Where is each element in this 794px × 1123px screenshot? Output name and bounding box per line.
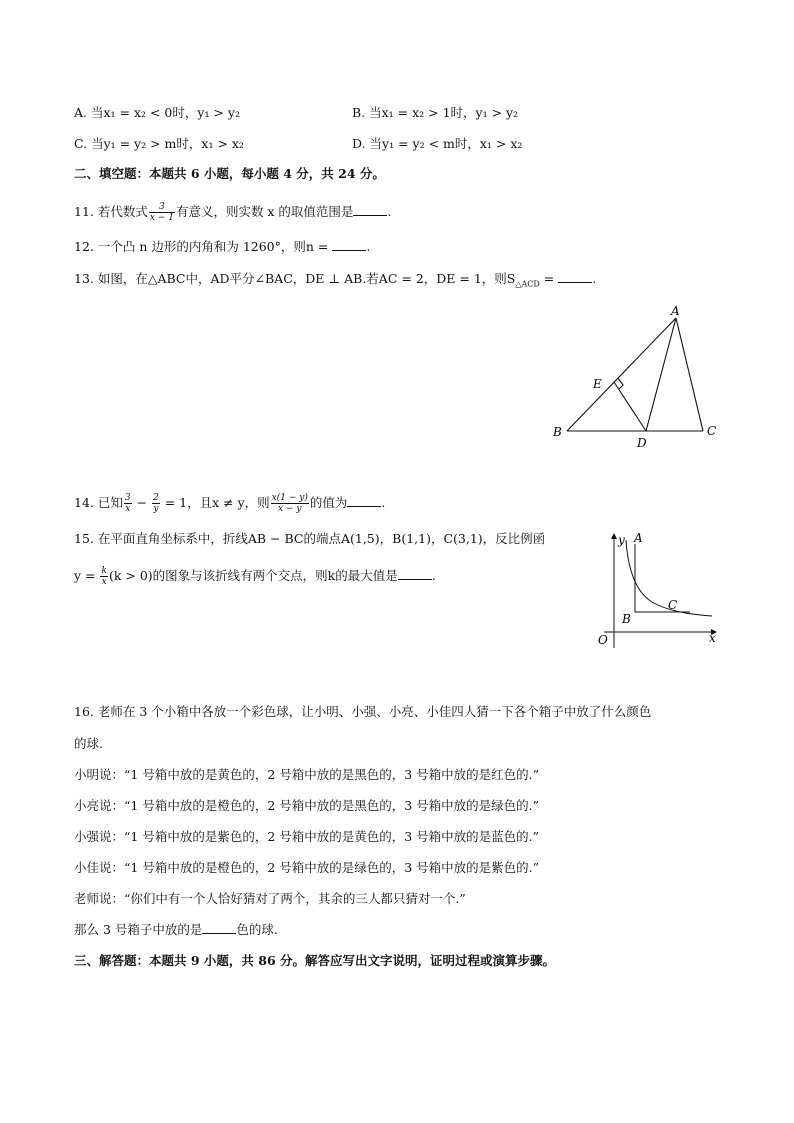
statement-xiaojia: 小佳说：“1 号箱中放的是橙色的，2 号箱中放的是绿色的，3 号箱中放的是紫色的.” [74, 860, 540, 875]
figure-15-graph [592, 530, 727, 652]
axis-label-y: y [618, 533, 625, 547]
question-14: 14. 已知 $\frac{3}{x}$ − $\frac{2}{y}$ = 1，且x ≠ y，则 $\frac{x(1 - y)}{x - y}$ 的值为 . [74, 493, 386, 514]
q16-ask-suffix: 色的球. [236, 922, 278, 937]
q11-fraction-den: x − 1 [149, 213, 174, 223]
q11-suffix: 有意义，则实数 x 的取值范围是 [175, 204, 354, 219]
q14-f2-den: y [153, 504, 159, 514]
q14-fraction-3 [271, 493, 309, 514]
label-origin: O [598, 633, 608, 647]
axis-label-x: x [709, 631, 716, 645]
option-b: B. 当x₁ = x₂ > 1时，y₁ > y₂ [352, 105, 519, 120]
q15-x: x [101, 577, 107, 587]
q14-f3-num: x(1 − y) [271, 493, 308, 503]
q14-suffix: 的值为 [309, 495, 348, 510]
q15-y-eq: y = [74, 568, 100, 583]
label-b: B [553, 425, 562, 439]
q12-answer-blank[interactable] [332, 239, 366, 251]
question-15-line-2: y = $\frac{k}{x}$ (k > 0)的图象与该折线有两个交点，则k的最大值是 . [74, 566, 436, 587]
q14-f2-num: 2 [153, 493, 159, 503]
question-15-line-1: 15. 在平面直角坐标系中，折线AB − BC的端点A(1,5)，B(1,1)，C(3,1)，反比例函 [74, 531, 546, 546]
q11-prefix: 11. 若代数式 [74, 204, 148, 219]
q15-answer-blank[interactable] [398, 568, 432, 580]
question-16-ask [74, 922, 278, 938]
q16-answer-blank[interactable] [202, 922, 236, 934]
statement-xiaoliang: 小亮说：“1 号箱中放的是橙色的，2 号箱中放的是黑色的，3 号箱中放的是绿色的.” [74, 798, 540, 813]
polyline-abc [635, 544, 690, 612]
label-c: C [668, 598, 678, 612]
q12-text: 12. 一个凸 n 边形的内角和为 1260°，则n = [74, 239, 333, 254]
segment-ad [646, 318, 676, 431]
q14-answer-blank[interactable] [347, 495, 381, 507]
q11-fraction [149, 202, 175, 223]
statement-xiaoming: 小明说：“1 号箱中放的是黄色的，2 号箱中放的是黑色的，3 号箱中放的是红色的.” [74, 767, 540, 782]
q14-fraction-2 [152, 493, 160, 514]
section-3-title: 三、解答题：本题共 9 小题，共 86 分。解答应写出文字说明，证明过程或演算步骤。 [74, 953, 556, 968]
q13-subscript: △ACD [515, 279, 540, 289]
statement-xiaoqiang: 小强说：“1 号箱中放的是紫色的，2 号箱中放的是黄色的，3 号箱中放的是蓝色的.” [74, 829, 540, 844]
option-a: A. 当x₁ = x₂ < 0时，y₁ > y₂ [74, 105, 240, 120]
label-d: D [637, 436, 647, 450]
q13-text: 13. 如图，在△ABC中，AD平分∠BAC，DE ⊥ AB.若AC = 2，DE = 1，则S [74, 271, 516, 286]
question-16-line-2: 的球. [74, 736, 103, 751]
label-a: A [634, 531, 643, 545]
statement-teacher: 老师说：“你们中有一个人恰好猜对了两个，其余的三人都只猜对一个.” [74, 891, 466, 906]
segment-de [614, 382, 646, 431]
q14-prefix: 14. 已知 [74, 495, 123, 510]
q11-fraction-num: 3 [149, 202, 175, 213]
q16-ask-prefix: 那么 3 号箱子中放的是 [74, 922, 203, 937]
q15-fraction [100, 566, 107, 587]
question-13: 13. 如图，在△ABC中，AD平分∠BAC，DE ⊥ AB.若AC = 2，DE = 1，则$S_{\triangle ACD}$ = . [74, 271, 597, 289]
right-angle-mark [618, 378, 623, 389]
q14-f1-den: x [125, 504, 131, 514]
q13-answer-blank[interactable] [558, 271, 592, 283]
q14-f3-den: x − y [278, 504, 302, 514]
segment-ab [567, 318, 676, 431]
option-c: C. 当y₁ = y₂ > m时，x₁ > x₂ [74, 136, 244, 151]
q14-fraction-1 [124, 493, 132, 514]
label-a: A [671, 304, 680, 318]
section-2-title: 二、填空题：本题共 6 小题，每小题 4 分，共 24 分。 [74, 166, 385, 181]
question-11: 11. 若代数式 $\frac{3}{x - 1}$ 有意义，则实数 x 的取值范围是 . [74, 202, 392, 223]
segment-ac [676, 318, 703, 431]
q11-answer-blank[interactable] [353, 204, 387, 216]
q14-mid: = 1，且x ≠ y，则 [160, 495, 270, 510]
label-b: B [622, 612, 631, 626]
question-12: 12. 一个凸 n 边形的内角和为 1260°，则n = . [74, 239, 371, 254]
q14-f1-num: 3 [124, 493, 131, 503]
question-16-line-1: 16. 老师在 3 个小箱中各放一个彩色球，让小明、小强、小亮、小佳四人猜一下各个箱子中放了什么颜色 [74, 704, 652, 719]
q15-k: k [101, 566, 107, 576]
option-d: D. 当y₁ = y₂ < m时，x₁ > x₂ [352, 136, 523, 151]
figure-13-triangle [545, 300, 730, 452]
q13-eq: = [539, 271, 559, 286]
q14-minus: − [132, 495, 152, 510]
label-c: C [707, 424, 717, 438]
q15-suffix: (k > 0)的图象与该折线有两个交点，则k的最大值是 [108, 568, 398, 583]
label-e: E [593, 377, 602, 391]
